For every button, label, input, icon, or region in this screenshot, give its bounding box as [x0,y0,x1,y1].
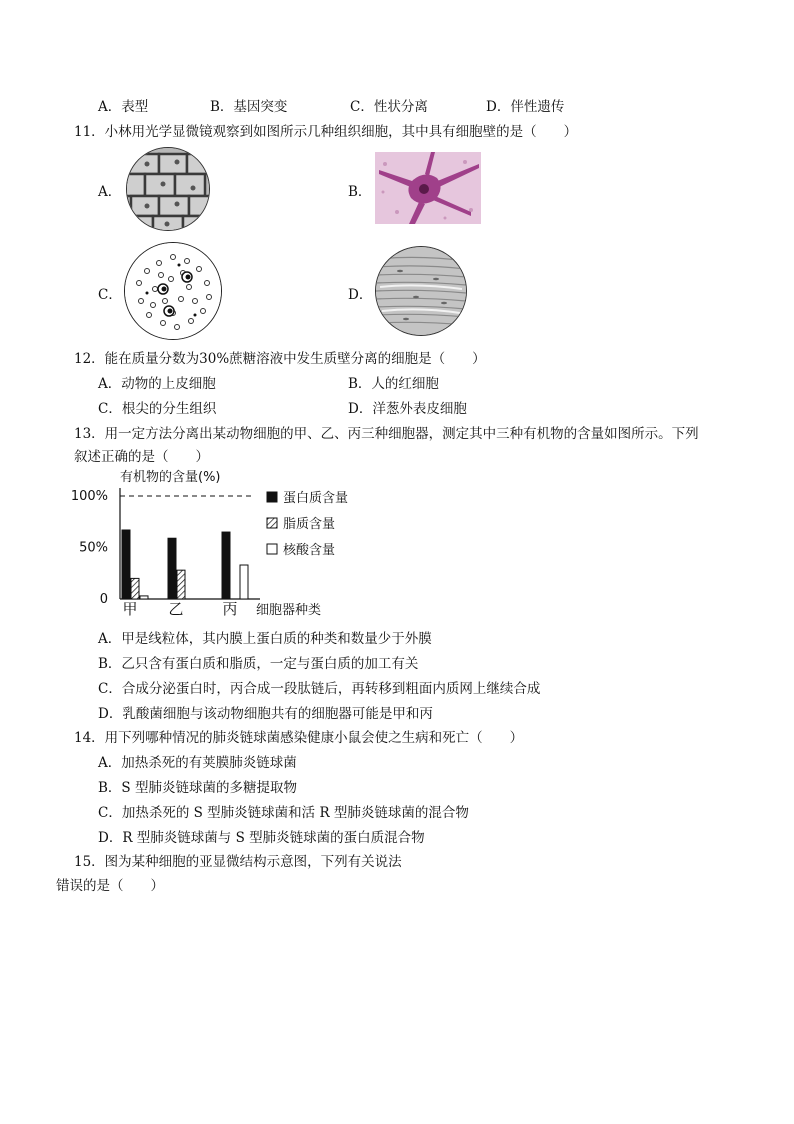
legend-label: 核酸含量 [283,543,336,558]
legend-label: 蛋白质含量 [283,491,349,506]
q12-option-c: C．根尖的分生组织 [98,401,217,417]
bar-1-0 [168,538,176,599]
q15-stem-line2: 错误的是（ ） [56,878,164,894]
bar-0-2 [140,596,148,599]
organelle-content-chart [60,466,360,616]
bar-1-1 [177,570,185,599]
legend-swatch [267,544,277,554]
y-tick-label: 0 [99,592,108,607]
muscle-tissue-image [375,246,467,336]
q13-stem-line1: 13．用一定方法分离出某动物细胞的甲、乙、丙三种细胞器，测定其中三种有机物的含量如图所示。下列 [74,426,699,442]
x-category-label: 甲 [122,600,138,616]
q10-option-a: A．表型 [98,99,149,115]
bar-2-2 [240,565,248,599]
onion-cells-image [126,147,210,231]
q14-option-c: C．加热杀死的 S 型肺炎链球菌和活 R 型肺炎链球菌的混合物 [98,805,469,821]
q13-option-c: C．合成分泌蛋白时，丙合成一段肽链后，再转移到粗面内质网上继续合成 [98,681,541,697]
q10-option-b: B．基因突变 [210,99,288,115]
q11-label-d: D． [348,287,373,303]
neuron-image [375,152,481,224]
x-category-label: 丙 [222,600,238,616]
q14-option-b: B．S 型肺炎链球菌的多糖提取物 [98,780,297,796]
q10-option-d: D．伴性遗传 [486,99,565,115]
q14-option-a: A．加热杀死的有荚膜肺炎链球菌 [98,755,297,771]
q13-stem-line2: 叙述正确的是（ ） [74,449,209,465]
q11-label-b: B． [348,184,372,200]
q13-option-b: B．乙只含有蛋白质和脂质，一定与蛋白质的加工有关 [98,656,419,672]
legend-label: 脂质含量 [283,517,336,532]
y-tick-label: 50% [79,540,108,556]
x-category-label: 乙 [168,600,184,616]
q12-stem: 12．能在质量分数为30%蔗糖溶液中发生质壁分离的细胞是（ ） [74,351,486,367]
q13-option-a: A．甲是线粒体，其内膜上蛋白质的种类和数量少于外膜 [98,631,432,647]
q14-stem: 14．用下列哪种情况的肺炎链球菌感染健康小鼠会使之生病和死亡（ ） [74,730,524,746]
q10-option-c: C．性状分离 [350,99,428,115]
chart-title: 有机物的含量(%) [120,470,221,485]
q11-label-c: C． [98,287,122,303]
bar-0-1 [131,578,139,599]
q12-option-b: B．人的红细胞 [348,376,439,392]
bar-2-0 [222,532,230,599]
x-axis-label: 细胞器种类 [256,603,322,616]
y-tick-label: 100% [70,489,108,504]
blood-cells-image [124,242,222,340]
legend-swatch [267,492,277,502]
q11-stem: 11．小林用光学显微镜观察到如图所示几种组织细胞，其中具有细胞壁的是（ ） [74,124,578,140]
q15-stem-line1: 15．图为某种细胞的亚显微结构示意图，下列有关说法 [74,854,402,870]
q12-option-d: D．洋葱外表皮细胞 [348,401,467,417]
bar-0-0 [122,530,130,599]
q11-label-a: A． [98,184,122,200]
q13-option-d: D．乳酸菌细胞与该动物细胞共有的细胞器可能是甲和丙 [98,706,433,722]
q12-option-a: A．动物的上皮细胞 [98,376,216,392]
q14-option-d: D．R 型肺炎链球菌与 S 型肺炎链球菌的蛋白质混合物 [98,830,425,846]
legend-swatch [267,518,277,528]
